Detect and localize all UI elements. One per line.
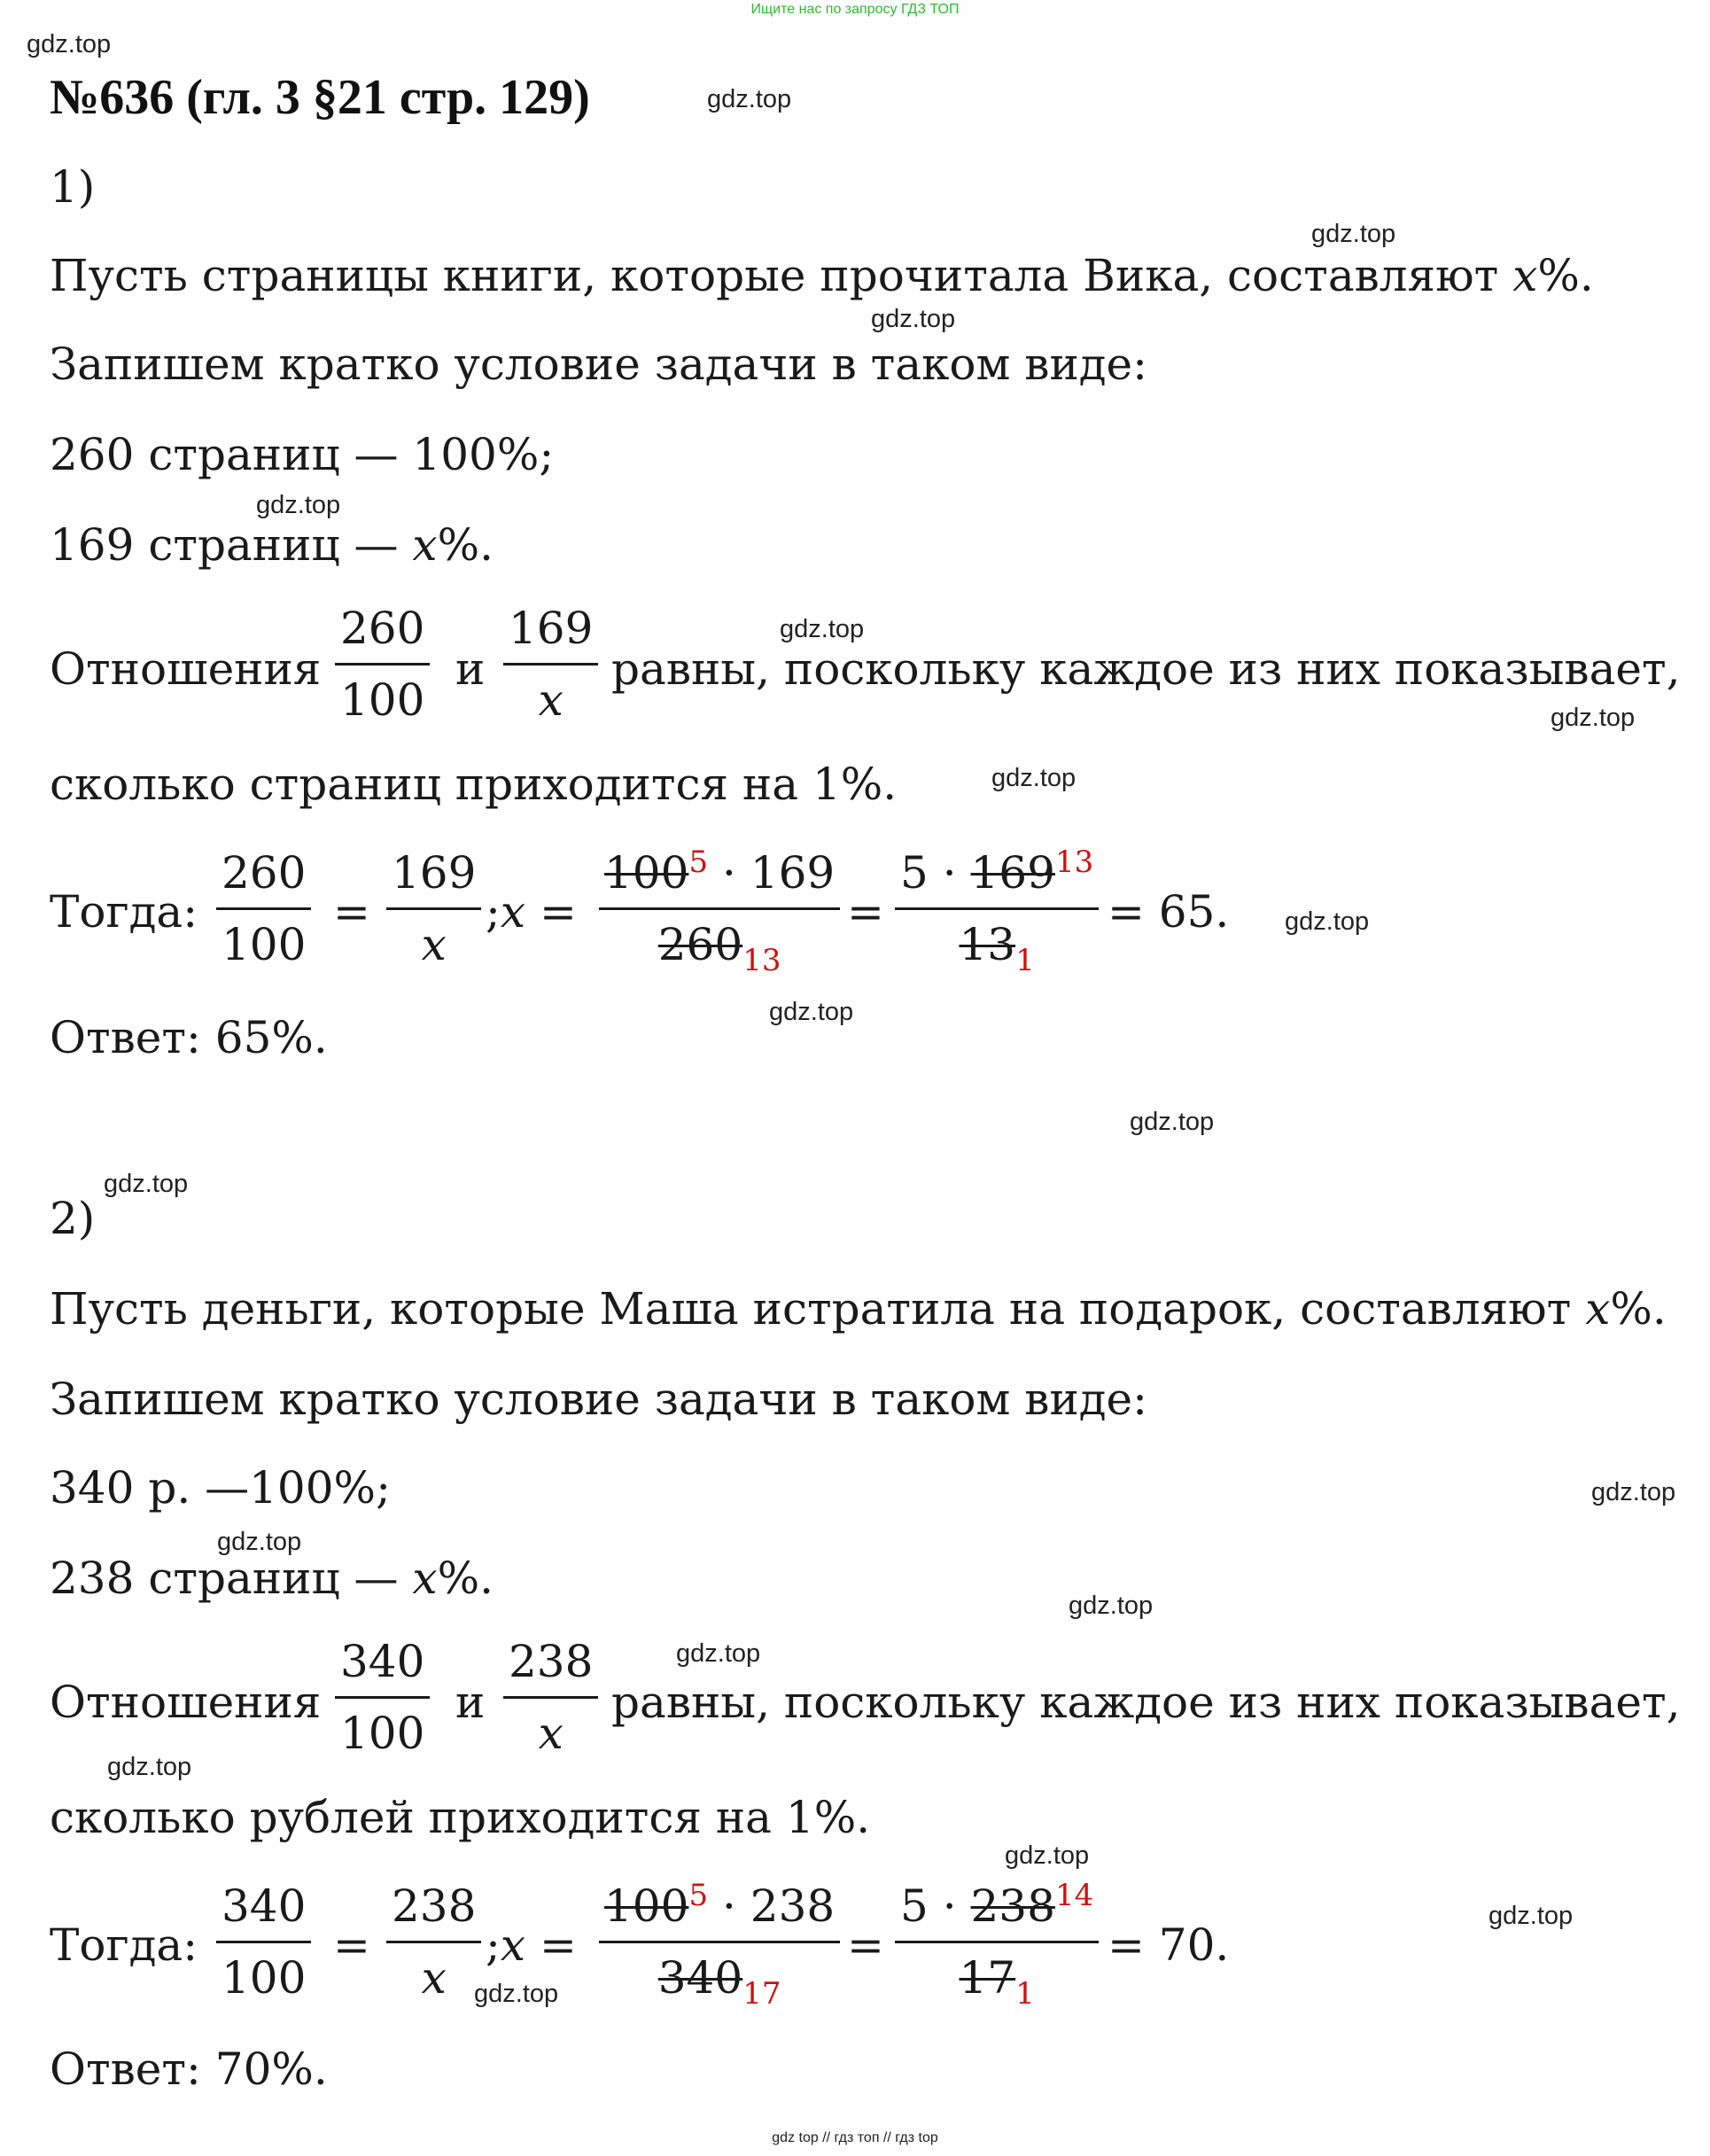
part1-cond1: 260 страниц — 100%; [50, 429, 555, 480]
part2-then: Тогда: [50, 1919, 198, 1971]
part2-and: и [455, 1677, 486, 1728]
watermark: gdz.top [707, 85, 792, 113]
part2-ratio-word: Отношения [50, 1677, 322, 1728]
watermark: gdz.top [474, 1980, 559, 2008]
watermark: gdz.top [256, 491, 341, 519]
part1-eq-sign2: = [847, 886, 884, 938]
watermark: gdz.top [217, 1528, 302, 1556]
part1-eq-frac2: $\frac{169}{x}$ [386, 851, 481, 967]
part1-cond2: 169 страниц — x%. [50, 519, 494, 571]
part1-ratio-frac2: $\frac{169}{x}$ [503, 606, 598, 722]
part2-solve-frac: $\frac{100^5 \cdot 238}{340_{17}}$ [599, 1884, 840, 2000]
page-title: №636 (гл. 3 §21 стр. 129) [50, 70, 590, 125]
part1-sep: ;x = [486, 886, 577, 938]
part1-label: 1) [50, 161, 96, 213]
part2-eq-sign2: = [847, 1919, 884, 1971]
watermark: gdz.top [1488, 1902, 1574, 1930]
watermark: gdz.top [27, 30, 112, 58]
part1-eq-frac1: $\frac{260}{100}$ [216, 851, 311, 967]
part2-eq-frac2: $\frac{238}{x}$ [386, 1884, 481, 2000]
watermark: gdz.top [991, 764, 1077, 792]
watermark: gdz.top [104, 1170, 189, 1198]
part1-answer: Ответ: 65%. [50, 1012, 328, 1063]
watermark: gdz.top [1311, 220, 1396, 248]
part2-simplify-frac: $\frac{5 \cdot 238^{14}}{17_1}$ [895, 1884, 1099, 2000]
watermark: gdz.top [1591, 1478, 1676, 1506]
watermark: gdz.top [1069, 1592, 1154, 1620]
part2-cond1: 340 р. —100%; [50, 1462, 391, 1514]
part2-answer: Ответ: 70%. [50, 2043, 328, 2095]
part1-intro: Пусть страницы книги, которые прочитала Вика, составляют x%. [50, 250, 1594, 301]
part1-ratio-frac1: $\frac{260}{100}$ [335, 606, 430, 722]
watermark: gdz.top [780, 615, 865, 643]
part2-result: = 70. [1108, 1919, 1230, 1971]
watermark: gdz.top [769, 998, 854, 1026]
watermark: gdz.top [676, 1639, 761, 1668]
part1-simplify-frac: $\frac{5 \cdot 169^{13}}{13_1}$ [895, 851, 1099, 967]
part2-eq-frac1: $\frac{340}{100}$ [216, 1884, 311, 2000]
part1-ratio-tail: равны, поскольку каждое из них показывает, [611, 643, 1681, 695]
watermark: gdz.top [107, 1753, 192, 1781]
part1-then: Тогда: [50, 886, 198, 938]
part2-ratio-frac2: $\frac{238}{x}$ [503, 1639, 598, 1755]
part2-write: Запишем кратко условие задачи в таком виде: [50, 1374, 1147, 1425]
part2-sep: ;x = [486, 1919, 577, 1971]
part2-ratio-tail: равны, поскольку каждое из них показывает, [611, 1677, 1681, 1728]
part2-intro: Пусть деньги, которые Маша истратила на подарок, составляют x%. [50, 1283, 1667, 1335]
part2-cond2: 238 страниц — x%. [50, 1553, 494, 1604]
part1-eq-sign: = [333, 886, 370, 938]
part1-write: Запишем кратко условие задачи в таком виде: [50, 339, 1147, 390]
part1-ratio-tail2: сколько страниц приходится на 1%. [50, 759, 898, 810]
part2-label: 2) [50, 1193, 96, 1244]
watermark: gdz.top [1551, 704, 1636, 732]
watermark: gdz.top [871, 305, 956, 333]
watermark: gdz.top [1285, 907, 1370, 936]
part1-and: и [455, 643, 486, 695]
part2-eq-sign: = [333, 1919, 370, 1971]
part2-ratio-frac1: $\frac{340}{100}$ [335, 1639, 430, 1755]
top-banner: Ищите нас по запросу ГДЗ ТОП [750, 2, 960, 17]
part1-ratio-word: Отношения [50, 643, 322, 695]
part1-solve-frac: $\frac{100^5 \cdot 169}{260_{13}}$ [599, 851, 840, 967]
part2-ratio-tail2: сколько рублей приходится на 1%. [50, 1792, 871, 1843]
watermark: gdz.top [1005, 1841, 1090, 1870]
watermark: gdz.top [1130, 1108, 1215, 1136]
bottom-banner: gdz top // гдз топ // гдз top [772, 2130, 938, 2145]
part1-result: = 65. [1108, 886, 1230, 938]
